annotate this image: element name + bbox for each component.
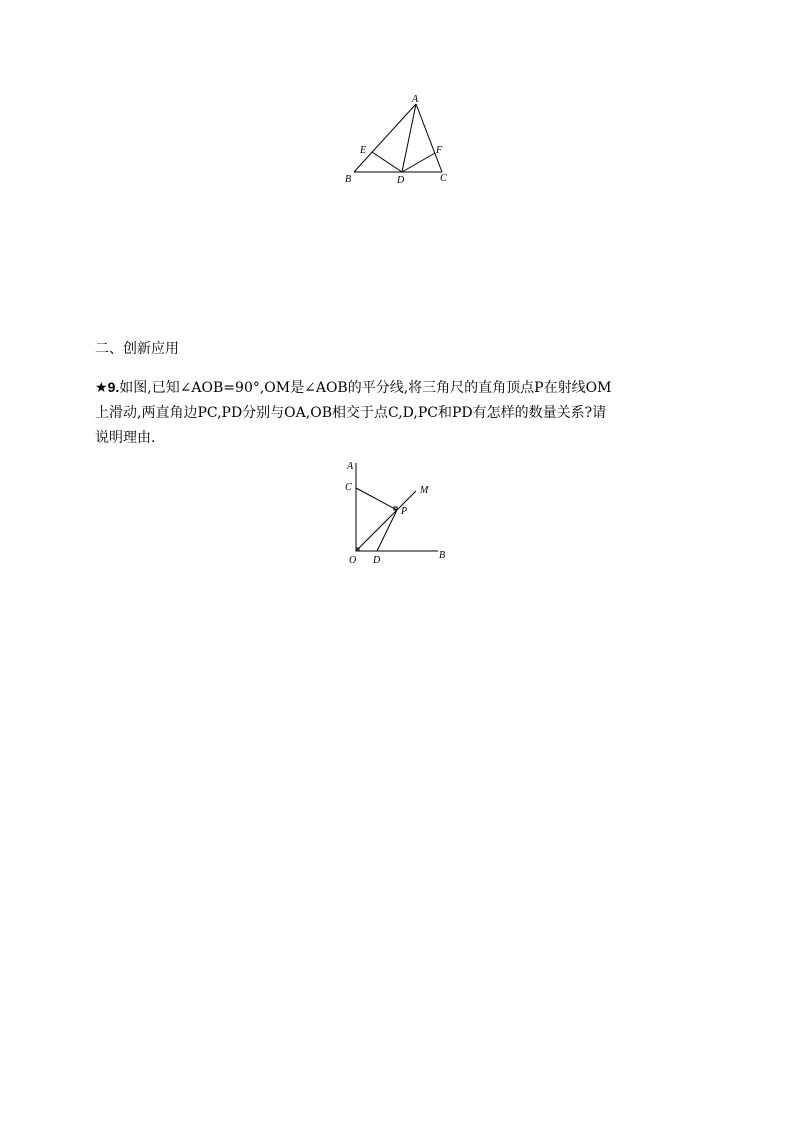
- problem-line-1: [95, 375, 695, 401]
- label-o: O: [349, 555, 357, 566]
- right-angle-mark-p: [394, 507, 397, 510]
- star-icon: ★: [95, 380, 108, 396]
- segment-df: [402, 153, 435, 172]
- ray-om: [356, 491, 416, 551]
- label-b: B: [439, 550, 446, 561]
- problem-line-2: 上滑动,两直角边PC,PD分别与OA,OB相交于点C,D,PC和PD有怎样的数量关系?请: [95, 405, 607, 421]
- label-b: B: [345, 174, 352, 185]
- segment-ab: [354, 104, 416, 172]
- label-f: F: [436, 145, 443, 156]
- label-d: D: [397, 175, 405, 186]
- label-c: C: [345, 482, 352, 493]
- label-a: A: [347, 461, 354, 472]
- label-p: P: [401, 506, 408, 517]
- label-m: M: [420, 485, 429, 496]
- label-a: A: [412, 94, 419, 105]
- problem-text-1: 如图,已知∠AOB=90°,OM是∠AOB的平分线,将三角尺的直角顶点P在射线OM: [119, 380, 612, 396]
- segment-pd: [377, 510, 397, 551]
- segment-pc: [356, 488, 397, 510]
- problem-9: [95, 375, 695, 451]
- label-e: E: [360, 145, 367, 156]
- problem-number: 9.: [107, 379, 120, 395]
- problem-line-3: 说明理由.: [95, 430, 156, 446]
- segment-ad: [402, 104, 416, 172]
- label-c: C: [440, 173, 447, 184]
- angle-figure-2: [340, 455, 455, 570]
- section-title: 二、创新应用: [95, 341, 179, 357]
- label-d: D: [373, 555, 381, 566]
- triangle-figure-1: [340, 92, 455, 188]
- segment-de: [372, 152, 402, 172]
